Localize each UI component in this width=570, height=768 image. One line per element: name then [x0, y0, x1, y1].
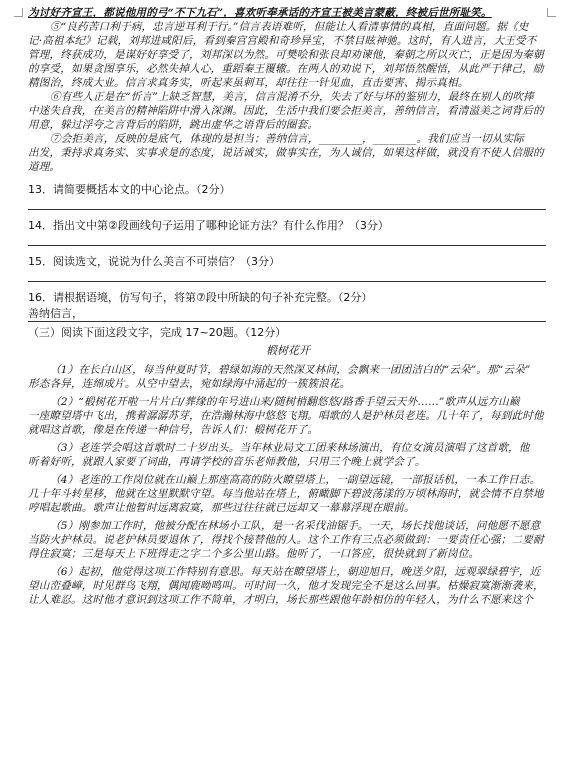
passage2-line: 一座瞭望塔中飞出，携着潺潺苏芽，在浩瀚林海中悠悠飞翔。唱歌的人是护林员老连。几十年了，每到此时他	[28, 410, 544, 422]
passage1-line: ⑤“良药苦口利于病，忠言逆耳利于行。”信言表语难听，但能让人看清事情的真相，直面问题。据《史	[50, 21, 529, 33]
passage2-line: 让人难忍。这时他才意识到这项工作不简单，才明白，场长那些跟他年龄相仿的年轻人，为什么不愿来这个	[28, 594, 533, 606]
passage1-line: 用意，躲过浮夸之言背后的陷阱，跳出虚华之语背后的圈套。	[28, 119, 319, 131]
page-corner-mark-left	[14, 8, 23, 17]
passage2-line: 得住寂寞；三是每天上下班得走之字二个多公里山路。他听了，一口答应，很快就到了新岗位。	[28, 548, 480, 560]
passage1-line: 记·高祖本纪》记载，刘邦进咸阳后，看到秦宫宫殿和奇珍异宝，不禁目眩神驰。这时，有人进言，大王受不	[28, 35, 537, 47]
passage1-line: ⑥有些人正是在“忻言”上缺乏智慧，美言，信言混淆不分，失去了好与坏的鉴别力，最终在别人的吹捧	[50, 91, 534, 103]
passage2-line: 望山峦叠嶂，时见群鸟飞翔，偶闻鹿呦鸣叫。可时间一久，他才发现完全不是这么回事。枯燥寂寞渐渐袭来，	[28, 580, 544, 592]
passage2-title: 椴树花开	[266, 344, 310, 357]
passage1-line: ⑦会拒美言，反映的是底气，体现的是担当；善纳信言，________，________。我们应当一切从实际	[50, 133, 524, 145]
page-corner-mark-right	[547, 8, 556, 17]
answer-line-14[interactable]	[28, 245, 546, 246]
question-14: 14．指出文中第②段画线句子运用了哪种论证方法？有什么作用？（3分）	[28, 219, 389, 232]
passage2-line: （1）在长白山区，每当仲夏时节，碧绿如海的天然深叉林间，会飘来一团团洁白的“云朵”。那“云朵”	[50, 364, 531, 376]
answer-line-15[interactable]	[28, 281, 546, 282]
passage2-line: （3）老连学会唱这首歌时二十岁出头。当年林业局文工团来林场演出，有位女演员演唱了这首歌，他	[50, 442, 530, 454]
question-16: 16．请根据语境，仿写句子，将第⑦段中所缺的句子补充完整。（2分）	[28, 291, 373, 304]
section-3-heading: （三）阅读下面这段文字，完成 17~20题。（12分）	[28, 326, 287, 339]
passage2-line: 就唱这首歌，像是在传递一种信号，告诉人们：椴树花开了。	[28, 424, 319, 436]
passage2-line: 哼唱起歌曲。歌声让他暂时远离寂寞，那些过往往就已远却又一幕幕浮现在眼前。	[28, 502, 415, 514]
passage2-line: 形态各异，连绵成片。从空中望去，宛如绿海中涌起的一簇簇浪花。	[28, 378, 351, 390]
answer-line-16[interactable]	[28, 321, 546, 322]
passage1-line: 道理。	[28, 161, 61, 173]
question-15: 15．阅读选文，说说为什么美言不可崇信？（3分）	[28, 255, 280, 268]
passage2-line: 听着好听，就跟人家要了词曲，再请学校的音乐老师教他，只用三个晚上就学会了。	[28, 456, 426, 468]
passage2-line: 当防火护林员。说老护林员要退休了，得找个接替他的人。这个工作有三点必须做到：一要责任心强；二要耐	[28, 534, 544, 546]
passage1-line: 为讨好齐宣王，都说他用的弓“不下九石”，喜欢听奉承话的齐宣王被美言蒙蔽，终被后世所耻笑。	[28, 7, 492, 19]
page-content	[28, 6, 548, 607]
passage2-line: （4）老连的工作岗位就在山巅上那座高高的防火瞭望塔上，一副望远镜，一部报话机，一本工作日志。	[50, 474, 541, 486]
passage1-line: 中迷失自我，在美言的精神陷阱中滑入深渊。因此，生活中我们要会拒美言，善纳信言，看清溢美之词背后的	[28, 105, 544, 117]
question-16-answer-label: 善纳信言，	[28, 307, 83, 320]
passage1-line: 的享受，如果贪图享乐，必然失掉人心，重蹈秦王覆辙。在两人的劝说下，刘邦悟然醒悟，从此严于律己，励	[28, 63, 544, 75]
passage2-line: （6）起初，他觉得这项工作特别有意思。每天站在瞭望塔上，朝迎旭日，晚送夕阳，远观翠绿碧宇，近	[50, 566, 541, 578]
answer-line-13[interactable]	[28, 209, 546, 210]
passage1-line: 精图治，终成大业。信言求真务实，听起来虽刺耳，却往往一针见血，直击要害、揭示真相。	[28, 77, 469, 89]
question-13: 13．请简要概括本文的中心论点。（2分）	[28, 183, 231, 196]
passage1-line: 出发，秉持求真务实、实事求是的态度，说话诚实，做事实在，为人诚信，如果这样做，就没有不使人信服的	[28, 147, 544, 159]
passage2-line: （5）刚参加工作时，他被分配在林场小工队，是一名采伐油锯手。一天，场长找他谈话，问他愿不愿意	[50, 520, 541, 532]
passage2-line: 几十年斗转星移，他就在这里默默守望。每当他站在塔上，俯瞰脚下碧波荡漾的万顷林海时，就会情不自禁地	[28, 488, 544, 500]
passage1-line: 管理，终获成功，是谋好好享受了，刘邦深以为然。可樊哙和张良却劝谏他，秦朝之所以灭亡，正是因为秦朝	[28, 49, 544, 61]
passage2-line: （2）“椴树花开啦一片片白/葬缘的年号进山来/随树梢翻悠悠/路香手望云天外……”歌声从远方山巅	[50, 396, 520, 408]
